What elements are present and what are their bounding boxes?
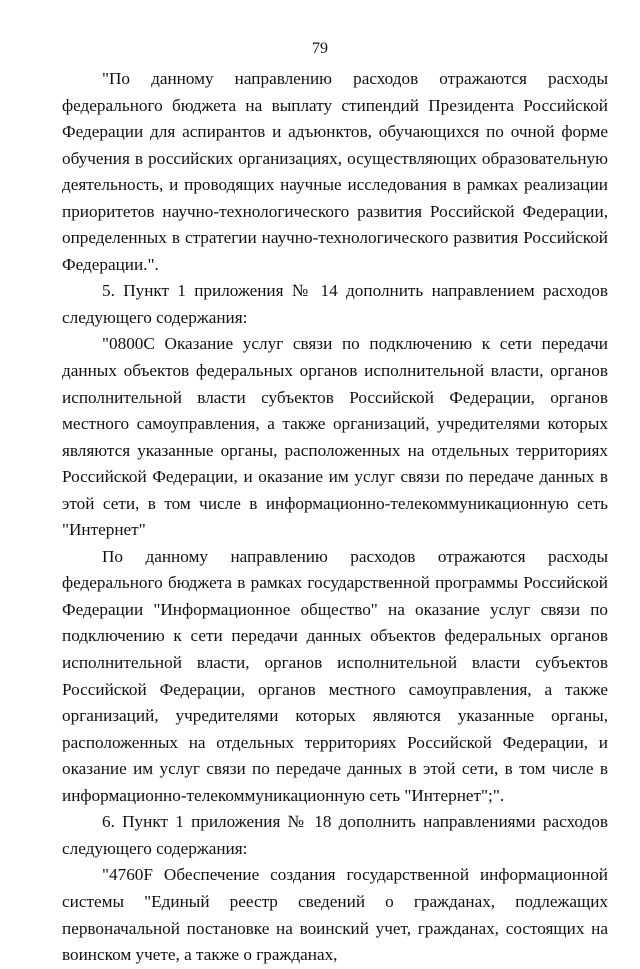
paragraph-0800c-title: "0800С Оказание услуг связи по подключению к сети передачи данных объектов федеральных органов исполнительной власти, органов исполнительной власти субъектов Российской Федерации, органов местного самоуправления, а также организаций, учредителями которых являются указанные органы, расположенных на отдельных территориях Российской Федерации, и оказание им услуг связи по передаче данных в этой сети, в том числе в информационно-телекоммуникационную сеть "Интернет" [62, 334, 608, 540]
page-number: 79 [312, 40, 328, 57]
paragraph-4760f-title: "4760F Обеспечение создания государственной информационной системы "Единый реестр сведений о гражданах, подлежащих первоначальной постановке на воинский учет, гражданах, состоящих на воинском учете, а также о гражданах, [62, 865, 608, 965]
paragraph-0800c-expenses: По данному направлению расходов отражаются расходы федерального бюджета в рамках государственной программы Российской Федерации "Информационное общество" на оказание услуг связи по подключению к сети передачи данных объектов федеральных органов исполнительной власти, органов исполнительной власти субъектов Российской Федерации, органов местного самоуправления, а также организаций, учредителями которых являются указанные органы, расположенных на отдельных территориях Российской Федерации, и оказание им услуг связи по передаче данных в этой сети, в том числе в информационно-телекоммуникационную сеть "Интернет";". [62, 546, 608, 805]
paragraph-item-6: 6. Пункт 1 приложения № 18 дополнить направлениями расходов следующего содержания: [62, 812, 608, 858]
paragraph-stipend-expenses: "По данному направлению расходов отражаются расходы федерального бюджета на выплату стипендий Президента Российской Федерации для аспирантов и адъюнктов, обучающихся по очной форме обучения в российских организациях, осуществляющих образовательную деятельность, и проводящих научные исследования в рамках реализации приоритетов научно-технологического развития Российской Федерации, определенных в стратегии научно-технологического развития Российской Федерации.". [62, 69, 608, 274]
document-body [62, 66, 608, 969]
paragraph-item-5: 5. Пункт 1 приложения № 14 дополнить направлением расходов следующего содержания: [62, 281, 608, 327]
